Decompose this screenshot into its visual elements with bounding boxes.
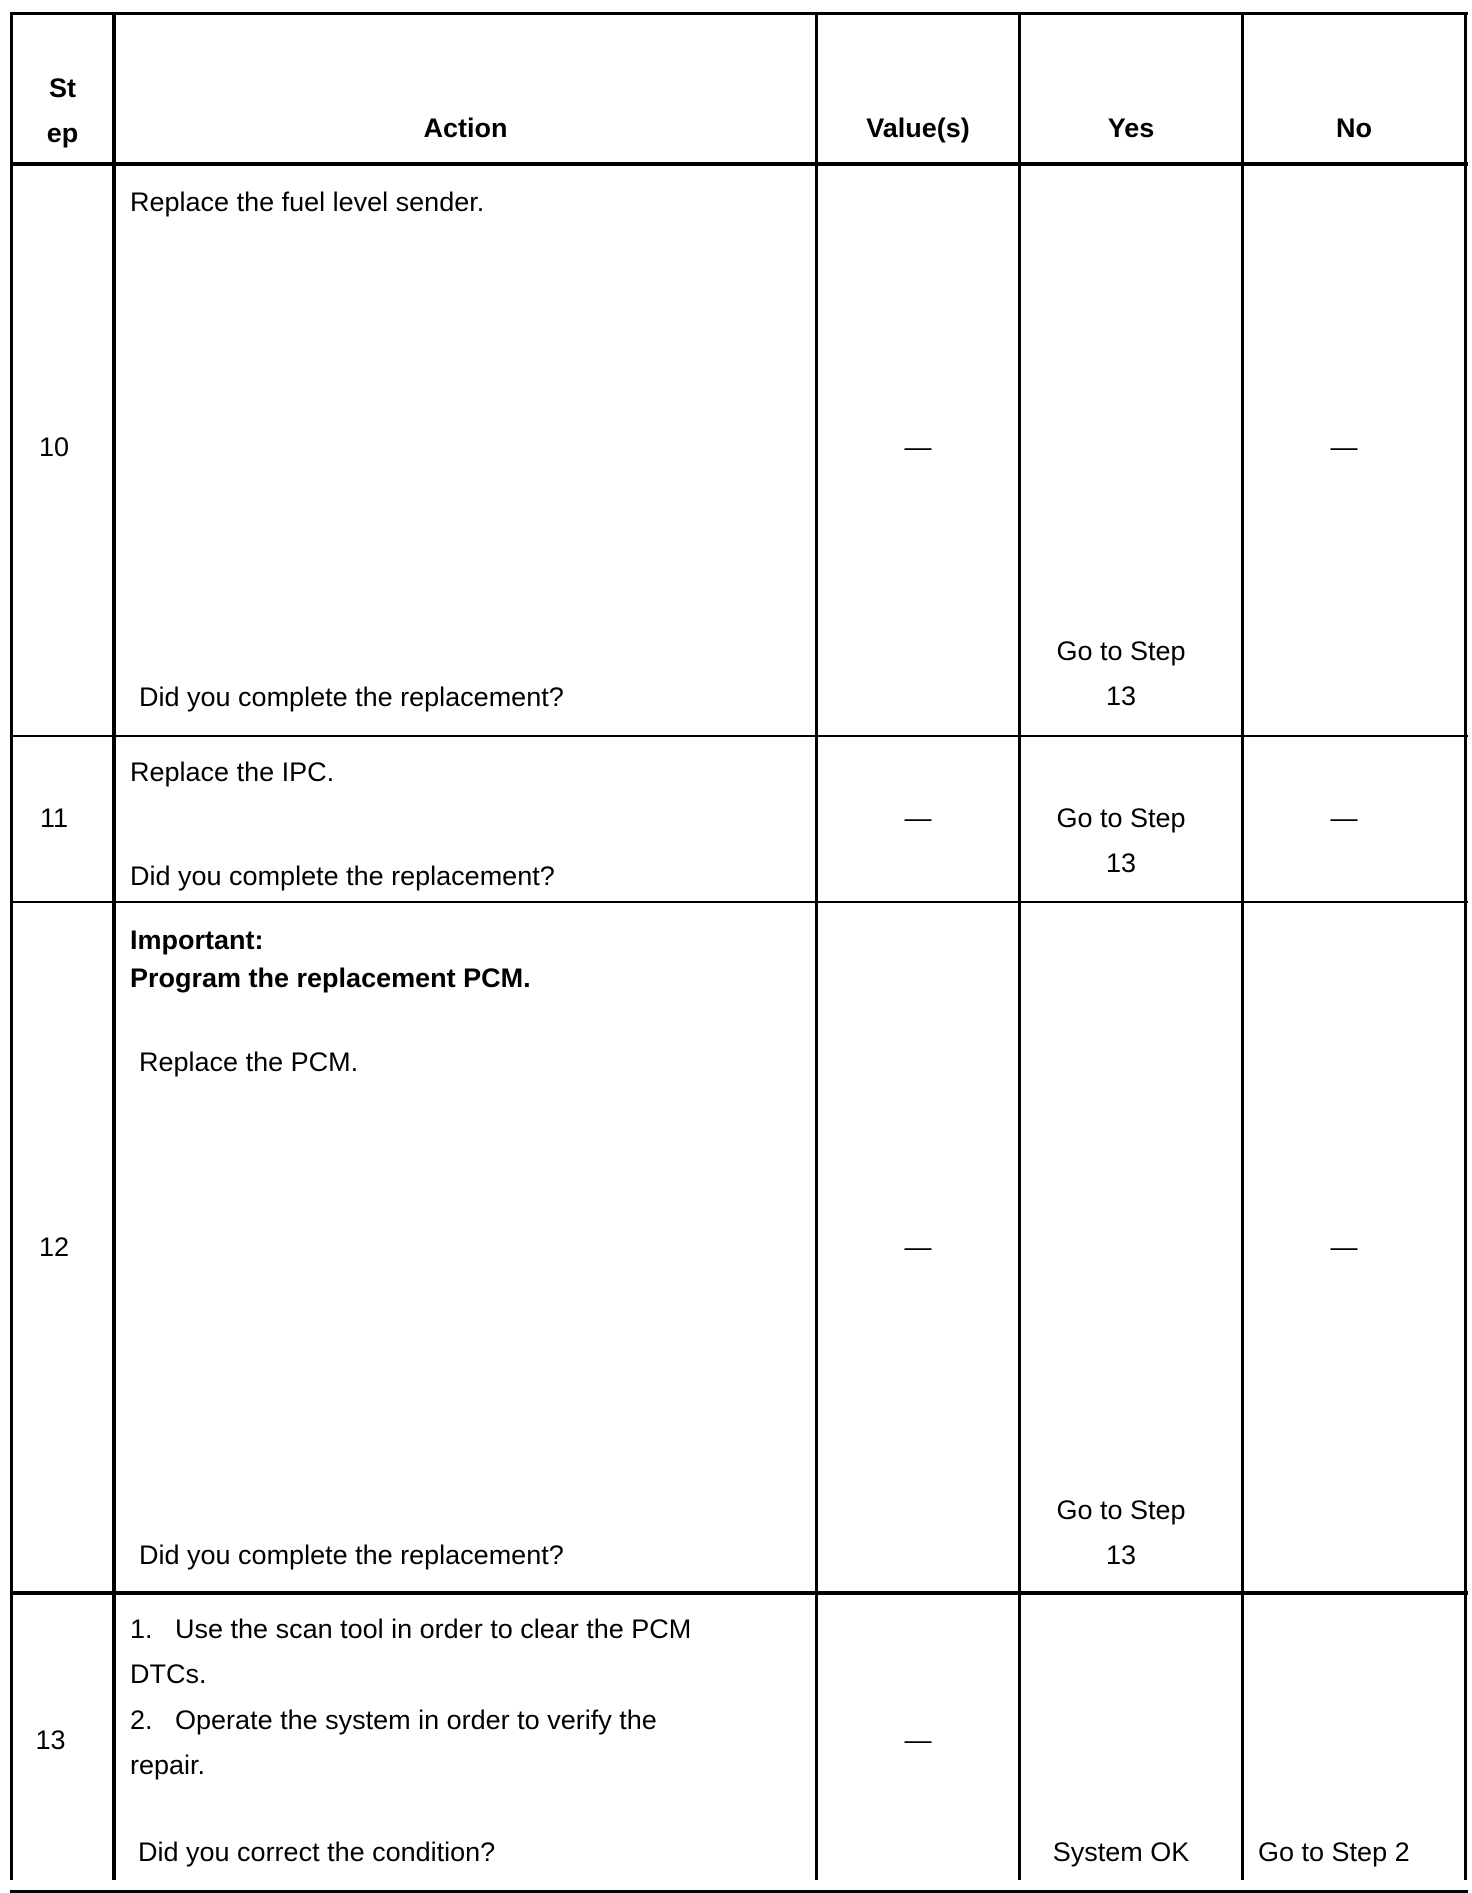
action-step-1-cont: DTCs. [130,1659,207,1689]
col-divider-step-action [112,12,116,1880]
table-border-left [10,12,13,1880]
action-step-2: 2. Operate the system in order to verify the [130,1705,657,1735]
row-divider-10-11 [10,735,1468,737]
important-label: Important: [130,925,264,955]
action-question: Did you correct the condition? [138,1837,496,1867]
yes-line2: 13 [1105,1540,1137,1570]
col-divider-action-values [815,12,818,1880]
col-divider-values-yes [1018,12,1021,1880]
action-question: Did you complete the replacement? [130,861,555,891]
yes-line1: Go to Step [1056,636,1186,666]
values-cell: — [904,803,932,833]
action-step-2-cont: repair. [130,1750,206,1780]
yes-line1: Go to Step [1056,1495,1186,1525]
header-step [13,66,112,156]
header-no: No [1336,113,1372,143]
step-number: 13 [35,1725,66,1755]
no-cell: — [1330,803,1358,833]
header-step-line1: St [49,73,76,103]
values-cell: — [904,1232,932,1262]
row-divider-12-13 [10,1591,1468,1595]
header-divider [10,162,1468,166]
step-number: 12 [38,1232,70,1262]
no-cell: Go to Step 2 [1258,1837,1410,1867]
yes-line2: 13 [1105,848,1137,878]
action-question: Did you complete the replacement? [139,682,564,712]
no-cell: — [1330,1232,1358,1262]
row-divider-11-12 [10,901,1468,903]
action-text: Replace the PCM. [139,1047,359,1077]
values-cell: — [904,1725,932,1755]
values-cell: — [904,432,932,462]
yes-cell: System OK [1052,1837,1190,1867]
yes-line1: Go to Step [1056,803,1186,833]
yes-line2: 13 [1105,681,1137,711]
table-border-right [1464,12,1467,1880]
header-yes: Yes [1107,113,1155,143]
important-text: Program the replacement PCM. [130,963,531,993]
action-text: Replace the IPC. [130,757,335,787]
action-step-1: 1. Use the scan tool in order to clear the PCM [130,1614,692,1644]
step-number: 11 [39,803,69,833]
no-cell: — [1330,432,1358,462]
table-border-top [10,12,1468,15]
col-divider-yes-no [1241,12,1244,1880]
yes-cell [1021,1488,1221,1578]
yes-cell [1021,796,1221,886]
header-action: Action [423,113,508,143]
step-number: 10 [38,432,70,462]
header-step-line2: ep [46,118,79,148]
yes-cell [1021,629,1221,719]
action-text: Replace the fuel level sender. [130,187,485,217]
header-values: Value(s) [866,113,970,143]
action-question: Did you complete the replacement? [139,1540,564,1570]
